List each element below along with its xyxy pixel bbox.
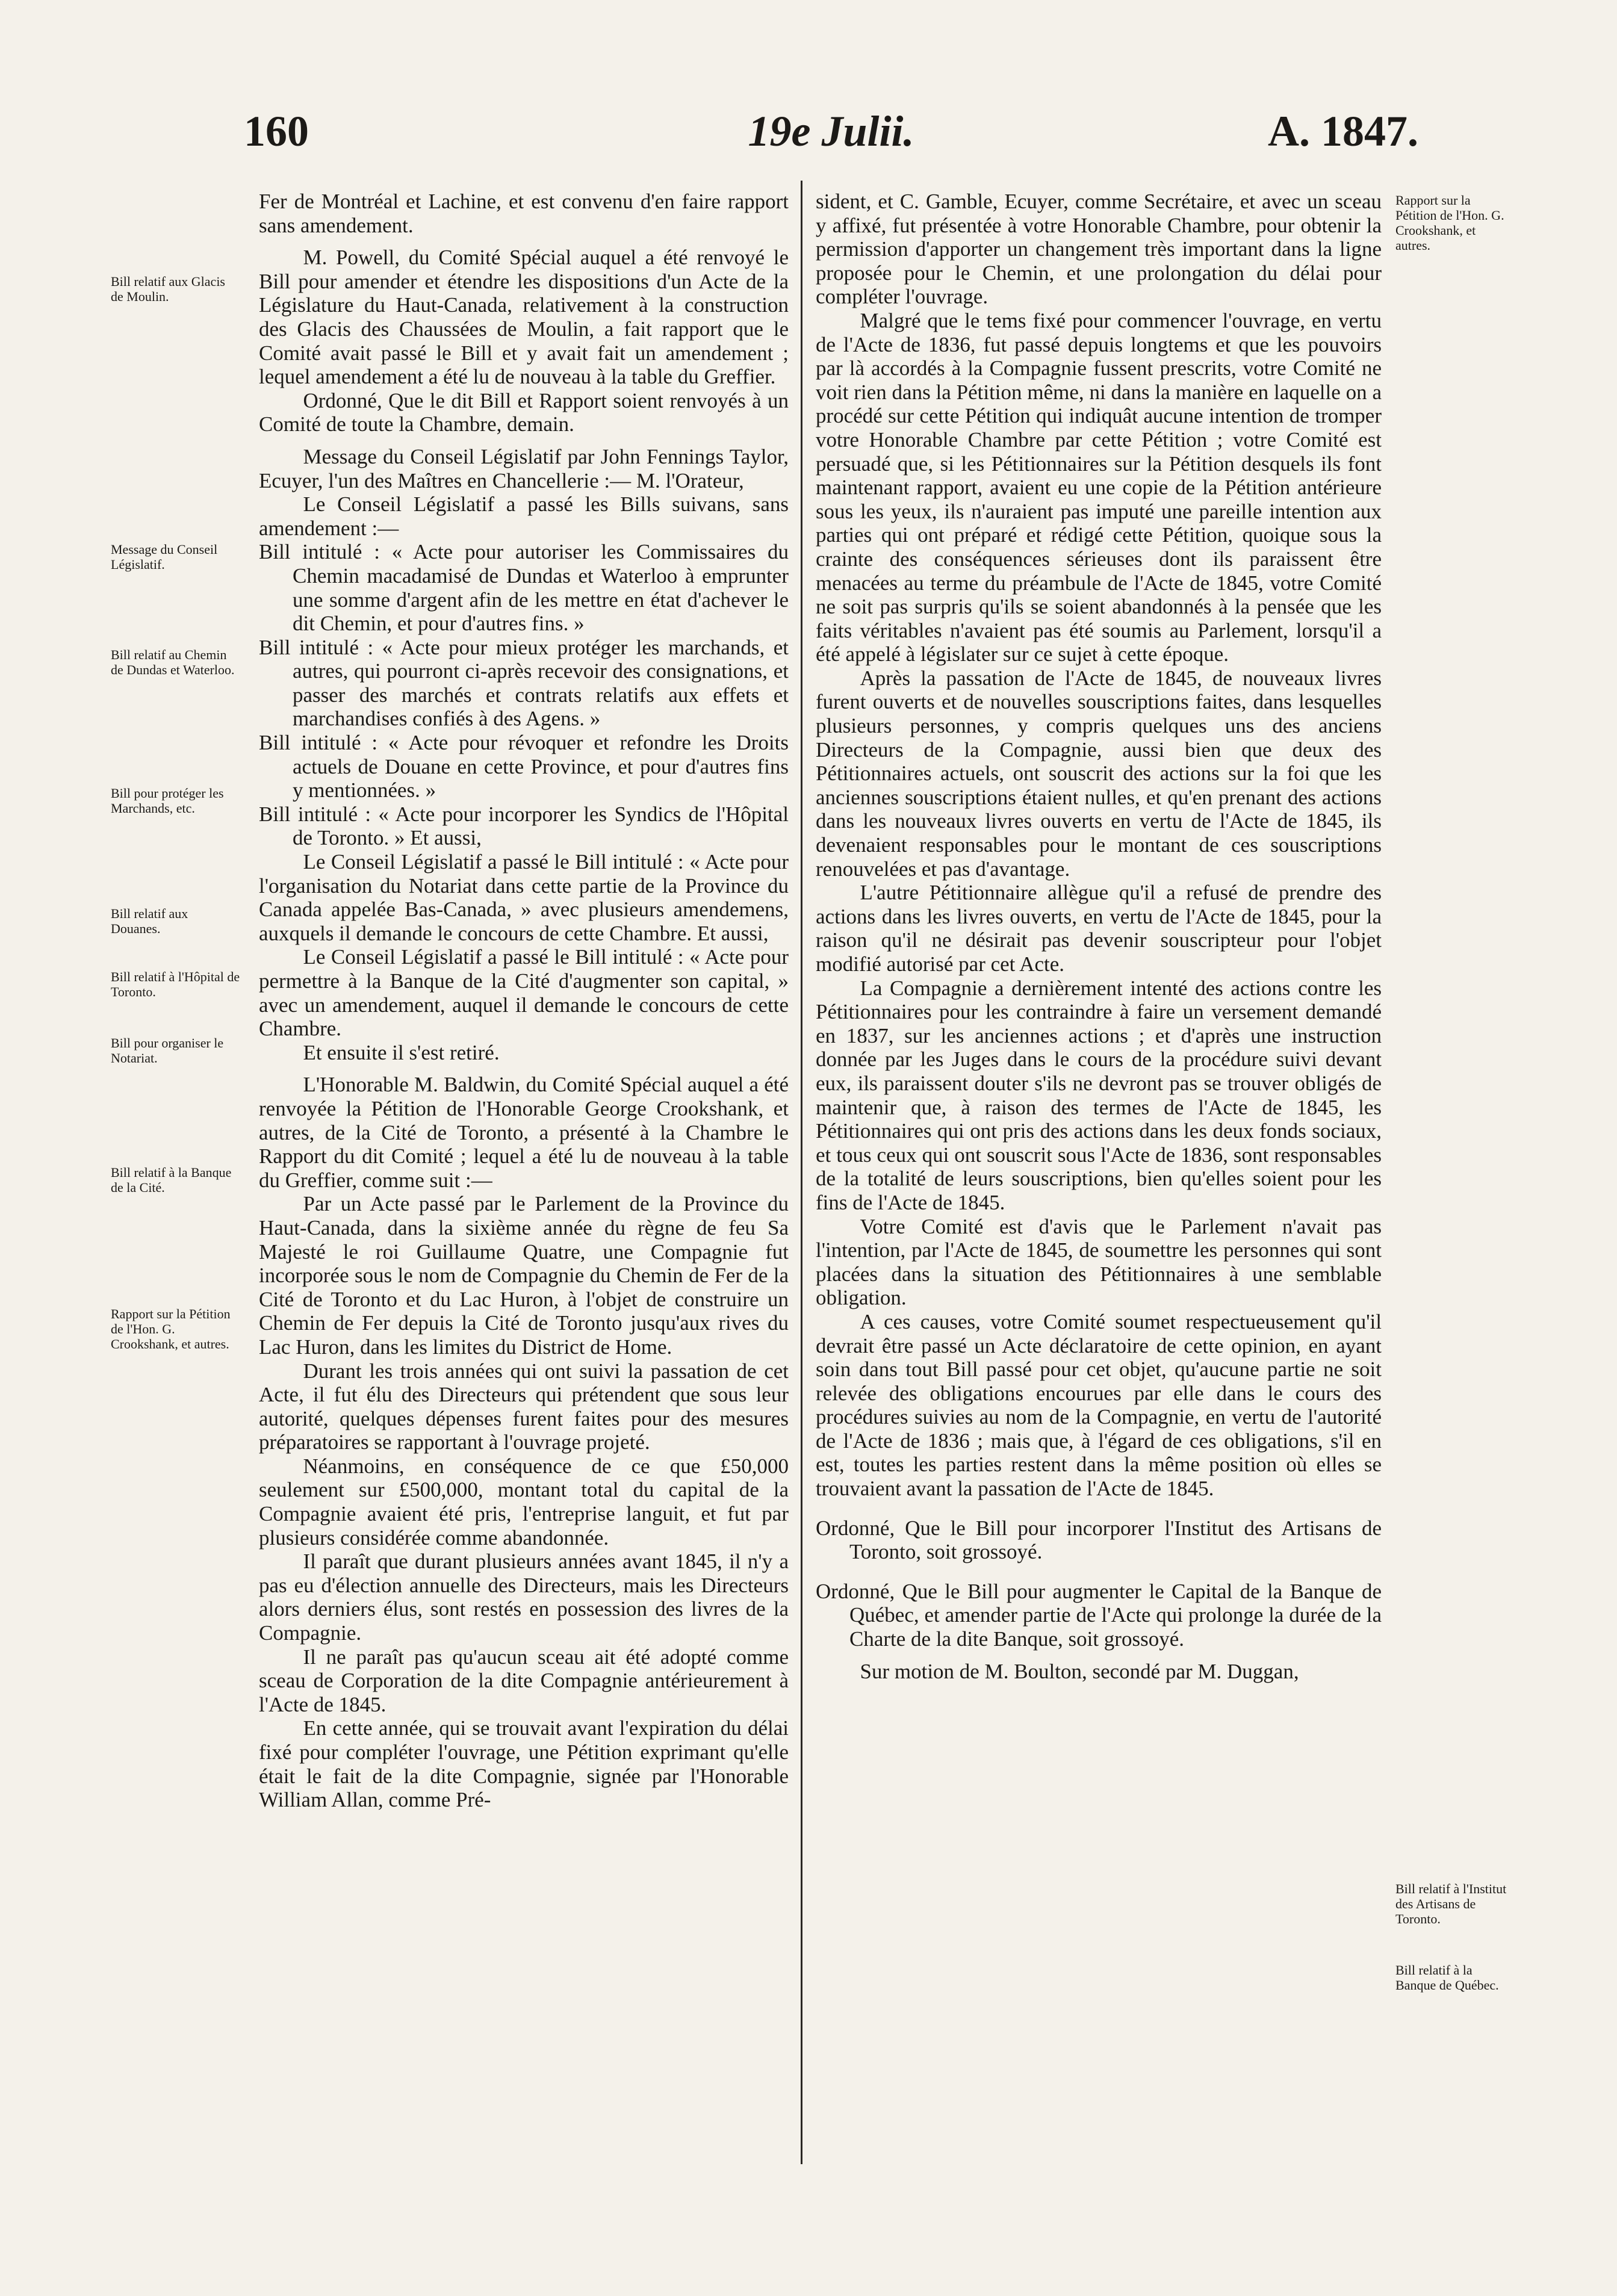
paragraph: Bill intitulé : « Acte pour mieux protéger les marchands, et autres, qui pourront ci-après recevoir des consignations, et passer des marchés et contrats relatifs aux effets et marchandises confiés à des Agens. » [259,635,789,731]
margin-note: Bill pour organiser le Notariat. [111,1035,224,1066]
paragraph: Sur motion de M. Boulton, secondé par M. Duggan, [860,1659,1299,1683]
paragraph: sident, et C. Gamble, Ecuyer, comme Secrétaire, et avec un sceau y affixé, fut présentée à votre Honorable Chambre, pour obtenir la permission d'apporter un changement très important dans la ligne proposée pour le Chemin, et une prolongation du délai pour compléter l'ouvrage. [816,190,1382,309]
page-date: 19e Julii. [748,107,914,155]
margin-note: Bill relatif aux Glacis de Moulin. [111,274,225,304]
paragraph: Néanmoins, en conséquence de ce que £50,000 seulement sur £500,000, montant total du capital de la Compagnie avaient été pris, l'entreprise languit, et fut par plusieurs considérée comme abandonnée. [259,1454,789,1550]
paragraph: Et ensuite il s'est retiré. [303,1040,500,1064]
paragraph: Bill intitulé : « Acte pour autoriser les Commissaires du Chemin macadamisé de Dundas et Waterloo à emprunter une somme d'argent afin de les mettre en état d'achever le dit Chemin, et pour d'autres fins. » [259,540,789,636]
margin-note: Rapport sur la Pétition de l'Hon. G. Crookshank, et autres. [111,1306,231,1351]
paragraph: L'Honorable M. Baldwin, du Comité Spécial auquel a été renvoyée la Pétition de l'Honorable George Crookshank, et autres, de la Cité de Toronto, a présenté à la Chambre le Rapport du dit Comité ; lequel a été lu de nouveau à la table du Greffier, comme suit :— [259,1073,789,1192]
paragraph: Durant les trois années qui ont suivi la passation de cet Acte, il fut élu des Directeurs qui prétendent que sous leur autorité, quelques dépenses furent faites pour des mesures préparatoires se rapportant à l'ouvrage projeté. [259,1359,789,1454]
paragraph: Il paraît que durant plusieurs années avant 1845, il n'y a pas eu d'élection annuelle des Directeurs, mais les Directeurs alors derniers élus, sont restés en possession des livres de la Compagnie. [259,1550,789,1645]
page-header [244,101,1418,161]
paragraph: Malgré que le tems fixé pour commencer l'ouvrage, en vertu de l'Acte de 1836, fut passé depuis longtems et que les pouvoirs par là accordés à la Compagnie fussent prescrits, votre Comité ne voit rien dans la Pétition même, ni dans la manière en laquelle on a procédé sur cette Pétition qui indiquât aucune intention de tromper votre Honorable Chambre par cette Pétition ; votre Comité est persuadé que, si les Pétitionnaires sur la Pétition desquels ils font maintenant rapport, avaient eu une copie de la Pétition antérieure sous les yeux, ils n'auraient pas imputé une pareille intention aux parties qui ont préparé et rédigé cette Pétition, quoique sous la crainte des conséquences sérieuses dont ils paraissent être menacées au terme du préambule de l'Acte de 1845, votre Comité ne soit pas surpris qu'ils se soient abandonnés à la pensée que les faits véritables n'avaient pas été soumis au Parlement, lorsqu'il a été appelé à législater sur ce sujet à cette époque. [816,308,1382,666]
paragraph: Ordonné, Que le Bill pour augmenter le Capital de la Banque de Québec, et amender partie de l'Acte qui prolonge la durée de la Charte de la dite Banque, soit grossoyé. [816,1579,1382,1651]
left-column [259,190,789,1812]
paragraph: Ordonné, Que le Bill pour incorporer l'Institut des Artisans de Toronto, soit grossoyé. [816,1516,1382,1564]
paragraph: Fer de Montréal et Lachine, et est convenu d'en faire rapport sans amendement. [259,190,789,237]
paragraph: Il ne paraît pas qu'aucun sceau ait été adopté comme sceau de Corporation de la dite Compagnie antérieurement à l'Acte de 1845. [259,1645,789,1716]
paragraph: Après la passation de l'Acte de 1845, de nouveaux livres furent ouverts et de nouvelles souscriptions faites, dans lesquelles plusieurs personnes, y compris quelques uns des anciens Directeurs de la Compagnie, aussi bien que deux des Pétitionnaires actuels, ont souscrit des actions sur la foi que les anciennes souscriptions étaient nulles, et qu'en prenant des actions dans les nouveaux livres ouverts en vertu de l'Acte de 1845, ils devenaient responsables pour le montant de ces souscriptions renouvelées et pas d'avantage. [816,666,1382,881]
paragraph: Bill intitulé : « Acte pour révoquer et refondre les Droits actuels de Douane en cette Province, et pour d'autres fins y mentionnées. » [259,731,789,802]
paragraph: La Compagnie a dernièrement intenté des actions contre les Pétitionnaires pour les contraindre à faire un versement demandé en 1837, sur les anciennes actions ; et d'après une instruction donnée par les Juges dans le cours de la procédure suivi devant eux, ils paraissent douter s'ils ne devront pas se trouver obligés de maintenir que, à raison des termes de l'Acte de 1845, les Pétitionnaires qui ont pris des actions dans les deux fonds sociaux, et tous ceux qui ont souscrit sous l'Acte de 1836, sont responsables de la totalité de leurs souscriptions, bien qu'elles soient pour les fins de l'Acte de 1845. [816,976,1382,1214]
paragraph: Le Conseil Législatif a passé le Bill intitulé : « Acte pour l'organisation du Notariat dans cette partie de la Province du Canada appelée Bas-Canada, » avec plusieurs amendemens, auxquels il demande le concours de cette Chambre. Et aussi, [259,850,789,945]
paragraph: Par un Acte passé par le Parlement de la Province du Haut-Canada, dans la sixième année du règne de feu Sa Majesté le roi Guillaume Quatre, une Compagnie fut incorporée sous le nom de Compagnie du Chemin de Fer de la Cité de Toronto et du Lac Huron, à l'objet de construire un Chemin de Fer depuis la Cité de Toronto jusqu'aux rives du Lac Huron, dans les limites du District de Home. [259,1192,789,1359]
paragraph: Ordonné, Que le dit Bill et Rapport soient renvoyés à un Comité de toute la Chambre, demain. [259,388,789,436]
margin-note: Bill relatif au Chemin de Dundas et Waterloo. [111,647,235,677]
paragraph: Message du Conseil Législatif par John Fennings Taylor, Ecuyer, l'un des Maîtres en Chancellerie :— M. l'Orateur, [259,444,789,492]
paragraph: Votre Comité est d'avis que le Parlement n'avait pas l'intention, par l'Acte de 1845, de soumettre les personnes qui sont placées dans la situation des Pétitionnaires à une semblable obligation. [816,1214,1382,1310]
margin-note: Bill relatif à la Banque de Québec. [1395,1962,1499,1993]
paragraph: Le Conseil Législatif a passé le Bill intitulé : « Acte pour permettre à la Banque de la Cité d'augmenter son capital, » avec un amendement, auquel il demande le concours de cette Chambre. [259,945,789,1041]
paragraph: Bill intitulé : « Acte pour incorporer les Syndics de l'Hôpital de Toronto. » Et aussi, [259,802,789,850]
margin-note: Bill pour protéger les Marchands, etc. [111,786,224,816]
margin-note: Bill relatif aux Douanes. [111,906,188,936]
column-divider [801,181,802,2164]
margin-note: Bill relatif à la Banque de la Cité. [111,1165,232,1195]
right-column [816,190,1382,1683]
page-year: A. 1847. [1268,107,1418,155]
paragraph: M. Powell, du Comité Spécial auquel a été renvoyé le Bill pour amender et étendre les dispositions d'un Acte de la Législature du Haut-Canada, relativement à la construction des Glacis des Chaussées de Moulin, a fait rapport que le Comité avait passé le Bill et y avait fait un amendement ; lequel amendement a été lu de nouveau à la table du Greffier. [259,246,789,389]
paragraph: Le Conseil Législatif a passé les Bills suivans, sans amendement :— [259,492,789,540]
paragraph: En cette année, qui se trouvait avant l'expiration du délai fixé pour compléter l'ouvrage, une Pétition exprimant qu'elle était le fait de la dite Compagnie, signée par l'Honorable William Allan, comme Pré- [259,1716,789,1812]
paragraph: L'autre Pétitionnaire allègue qu'il a refusé de prendre des actions dans les livres ouverts, en vertu de l'Acte de 1845, pour la raison qu'il ne désirait pas devenir souscripteur pour l'objet modifié autorisé par cet Acte. [816,881,1382,976]
margin-note: Rapport sur la Pétition de l'Hon. G. Crookshank, et autres. [1395,193,1504,253]
page-number: 160 [244,107,309,155]
margin-note: Bill relatif à l'Hôpital de Toronto. [111,969,240,999]
margin-note: Message du Conseil Législatif. [111,542,218,572]
paragraph: A ces causes, votre Comité soumet respectueusement qu'il devrait être passé un Acte déclaratoire de cette opinion, en ayant soin dans tout Bill passé pour cet objet, qu'aucune partie ne soit relevée des obligations encourues par elle dans le cours des procédures suivies au nom de la Compagnie, en vertu de l'autorité de l'Acte de 1836 ; mais que, à l'égard de ces obligations, s'il en est, toutes les parties restent dans la même position où elles se trouvaient avant la passation de l'Acte de 1845. [816,1309,1382,1501]
margin-note: Bill relatif à l'Institut des Artisans de Toronto. [1395,1881,1507,1926]
